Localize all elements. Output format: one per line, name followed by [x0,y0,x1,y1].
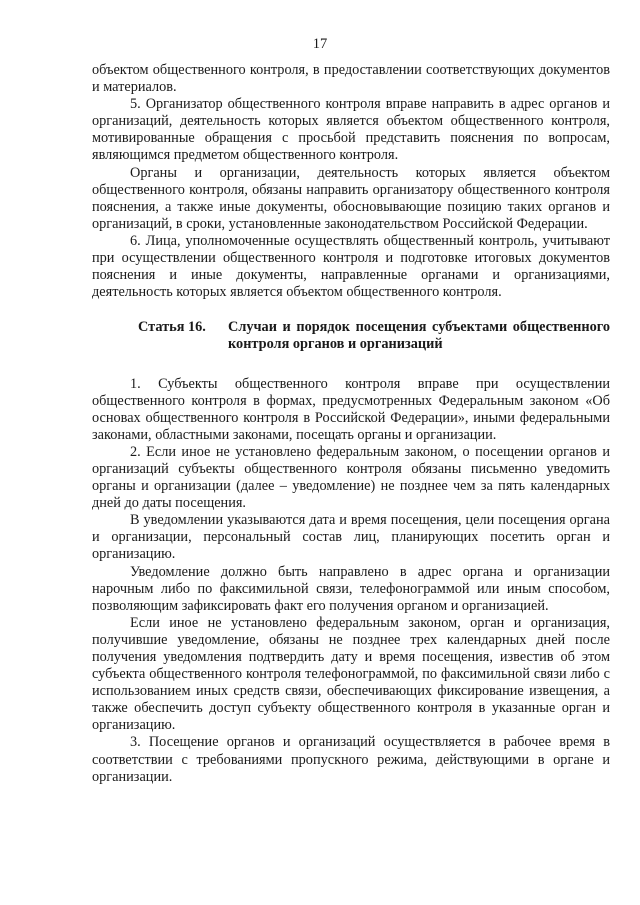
page-number: 17 [312,36,328,52]
document-body [92,62,610,786]
paragraph-notification-delivery: Уведомление должно быть направлено в адрес органа и организации нарочным либо по факсимильной связи, телефонограммой или иным способом, позволяющим зафиксировать факт его получения органом и организацией. [92,563,610,614]
article-number: Статья 16. [138,319,206,336]
paragraph-item-3: 3. Посещение органов и организаций осуществляется в рабочее время в соответствии с требованиями пропускного режима, действующими в органе и организации. [92,734,610,785]
article-heading [92,319,610,353]
paragraph-continuation: объектом общественного контроля, в предоставлении соответствующих документов и материалов. [92,62,610,96]
paragraph-item-5: 5. Организатор общественного контроля вправе направить в адрес органов и организаций, деятельность которых является объектом общественного контроля, мотивированные обращения с просьбой представить пояснения по вопросам, являющимся предметом общественного контроля. [92,96,610,164]
paragraph-obligation: Органы и организации, деятельность которых является объектом общественного контроля, обязаны направить организатору общественного контроля пояснения, а также иные документы, обосновывающие позицию таких органов и организаций, в сроки, установленные законодательством Российской Федерации. [92,164,610,232]
paragraph-confirmation: Если иное не установлено федеральным законом, орган и организация, получившие уведомление, обязаны не позднее трех календарных дней после получения уведомления подтвердить дату и время посещения, известив об этом субъекта общественного контроля телефонограммой, по факсимильной связи либо с использованием иных средств связи, обеспечивающих фиксирование извещения, а также обеспечить доступ субъекту общественного контроля в указанные орган и организацию. [92,614,610,734]
paragraph-item-6: 6. Лица, уполномоченные осуществлять общественный контроль, учитывают при осуществлении общественного контроля и подготовке итоговых документов пояснения и иные документы, направленные органами и организациями, деятельность которых является объектом общественного контроля. [92,232,610,301]
paragraph-notification-content: В уведомлении указываются дата и время посещения, цели посещения органа и организации, персональный состав лиц, планирующих посетить орган и организацию. [92,512,610,563]
paragraph-item-2: 2. Если иное не установлено федеральным законом, о посещении органов и организаций субъекты общественного контроля обязаны письменно уведомить органы и организации (далее – уведомление) не позднее чем за пять календарных дней до даты посещения. [92,443,610,512]
article-title: Случаи и порядок посещения субъектами общественного контроля органов и организаций [228,319,610,353]
paragraph-item-1: 1. Субъекты общественного контроля вправе при осуществлении общественного контроля в формах, предусмотренных Федеральным законом «Об основах общественного контроля в Российской Федерации», иными федеральными законами, областными законами, посещать органы и организации. [92,375,610,443]
